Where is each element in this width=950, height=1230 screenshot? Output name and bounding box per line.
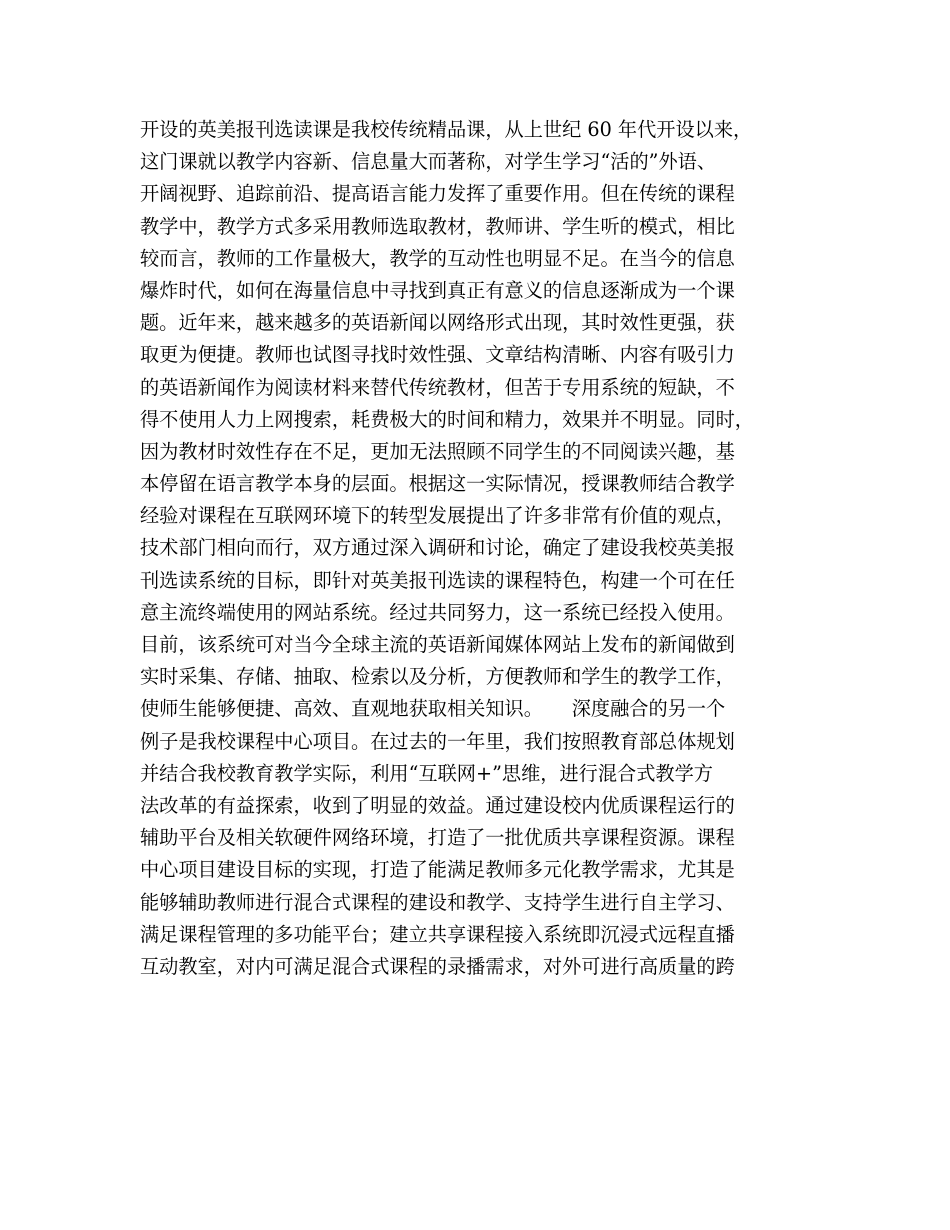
text-line: 辅助平台及相关软硬件网络环境，打造了一批优质共享课程资源。课程 <box>140 826 735 850</box>
text-line: 的英语新闻作为阅读材料来替代传统教材，但苦于专用系统的短缺，不 <box>140 375 735 399</box>
text-line: 使师生能够便捷、高效、直观地获取相关知识。 深度融合的另一个 <box>140 697 726 721</box>
text-line: 并结合我校教育教学实际，利用“互联网+”思维，进行混合式教学方 <box>140 761 713 785</box>
text-line: 例子是我校课程中心项目。在过去的一年里，我们按照教育部总体规划 <box>140 729 735 753</box>
text-line: 教学中，教学方式多采用教师选取教材，教师讲、学生听的模式，相比 <box>140 214 735 238</box>
text-line: 互动教室，对内可满足混合式课程的录播需求，对外可进行高质量的跨 <box>140 954 735 978</box>
text-line: 目前，该系统可对当今全球主流的英语新闻媒体网站上发布的新闻做到 <box>140 633 735 656</box>
text-line: 经验对课程在互联网环境下的转型发展提出了许多非常有价值的观点， <box>140 504 735 528</box>
text-line: 中心项目建设目标的实现，打造了能满足教师多元化教学需求，尤其是 <box>140 858 735 882</box>
text-line: 取更为便捷。教师也试图寻找时效性强、文章结构清晰、内容有吸引力 <box>140 343 735 367</box>
text-line: 得不使用人力上网搜索，耗费极大的时间和精力，效果并不明显。同时， <box>140 407 754 431</box>
text-line: 实时采集、存储、抽取、检索以及分析，方便教师和学生的教学工作， <box>140 665 735 689</box>
text-line: 爆炸时代，如何在海量信息中寻找到真正有意义的信息逐渐成为一个课 <box>140 278 735 302</box>
text-line: 因为教材时效性存在不足，更加无法照顾不同学生的不同阅读兴趣，基 <box>140 439 735 463</box>
text-line: 题。近年来，越来越多的英语新闻以网络形式出现，其时效性更强，获 <box>140 311 735 335</box>
text-line: 意主流终端使用的网站系统。经过共同努力，这一系统已经投入使用。 <box>140 600 735 624</box>
text-line: 较而言，教师的工作量极大，教学的互动性也明显不足。在当今的信息 <box>140 246 735 270</box>
text-line: 这门课就以教学内容新、信息量大而著称，对学生学习“活的”外语、 <box>140 150 717 174</box>
text-line: 本停留在语言教学本身的层面。根据这一实际情况，授课教师结合教学 <box>140 472 735 496</box>
text-line: 法改革的有益探索，收到了明显的效益。通过建设校内优质课程运行的 <box>140 793 735 817</box>
text-line: 开设的英美报刊选读课是我校传统精品课，从上世纪 60 年代开设以来， <box>140 118 753 141</box>
text-line: 满足课程管理的多功能平台；建立共享课程接入系统即沉浸式远程直播 <box>140 922 735 946</box>
body-text <box>140 114 830 983</box>
text-line: 能够辅助教师进行混合式课程的建设和教学、支持学生进行自主学习、 <box>140 890 735 914</box>
text-line: 刊选读系统的目标，即针对英美报刊选读的课程特色，构建一个可在任 <box>140 568 735 592</box>
text-line: 技术部门相向而行，双方通过深入调研和讨论，确定了建设我校英美报 <box>140 536 735 560</box>
text-line: 开阔视野、追踪前沿、提高语言能力发挥了重要作用。但在传统的课程 <box>140 182 735 206</box>
